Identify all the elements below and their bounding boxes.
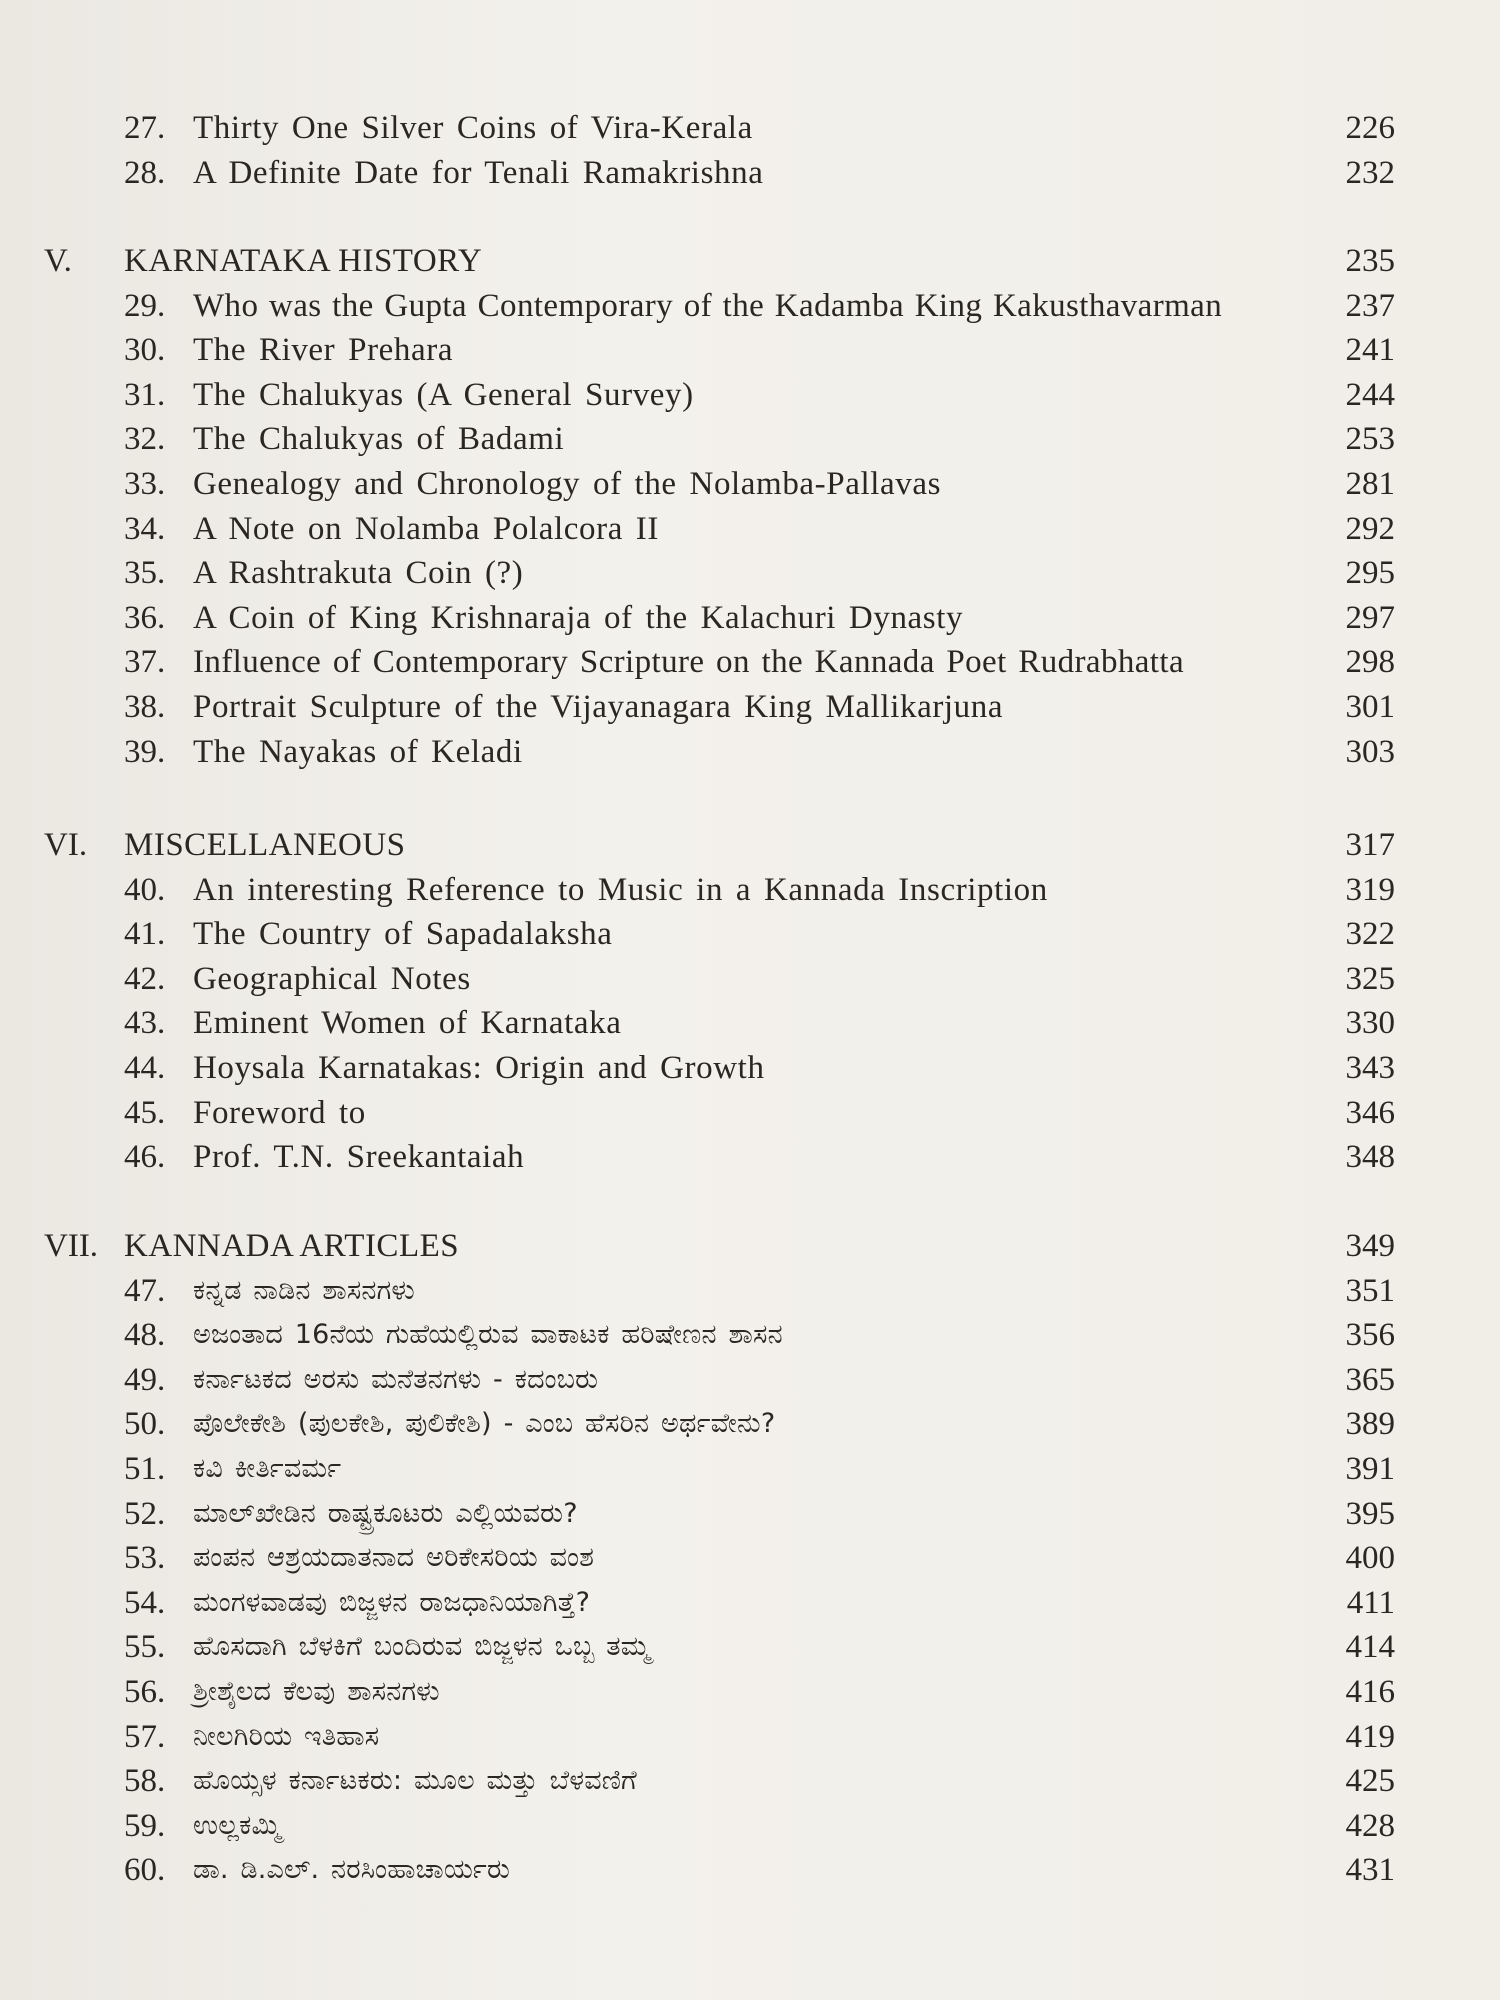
toc-entry: [0, 1135, 1500, 1180]
entry-title: ಡಾ. ಡಿ.ಎಲ್. ನರಸಿಂಹಾಚಾರ್ಯರು: [193, 1854, 511, 1886]
entry-page: 303: [1345, 733, 1395, 770]
entry-page: 351: [1345, 1272, 1395, 1309]
entry-page: 431: [1345, 1852, 1395, 1889]
entry-number: 40.: [124, 871, 166, 908]
section-roman: V.: [44, 243, 72, 279]
entry-title: Hoysala Karnatakas: Origin and Growth: [193, 1049, 765, 1086]
entry-page: 356: [1345, 1317, 1395, 1354]
entry-page: 244: [1345, 376, 1395, 413]
entry-title: Thirty One Silver Coins of Vira-Kerala: [193, 110, 753, 146]
toc-entry: [0, 1759, 1500, 1804]
toc-entry: [0, 328, 1500, 373]
entry-title: ನೀಲಗಿರಿಯ ಇತಿಹಾಸ: [193, 1720, 380, 1752]
entry-number: 48.: [124, 1317, 166, 1354]
entry-page: 325: [1345, 960, 1395, 997]
entry-number: 33.: [124, 465, 166, 502]
entry-page: 419: [1345, 1718, 1395, 1755]
toc-entry: [0, 1670, 1500, 1715]
entry-title: Geographical Notes: [193, 960, 471, 997]
entry-page: 330: [1345, 1005, 1395, 1042]
toc-entry: [0, 1492, 1500, 1537]
toc-section-kannada-articles: [0, 1224, 1500, 1893]
entry-number: 59.: [124, 1807, 166, 1844]
toc-entry: [0, 551, 1500, 596]
entry-page: 343: [1345, 1049, 1395, 1086]
entry-number: 52.: [124, 1495, 166, 1532]
section-heading: [0, 823, 1500, 868]
toc-entry: [0, 1402, 1500, 1447]
toc-entry: [0, 868, 1500, 913]
toc-entry: [0, 373, 1500, 418]
entry-number: 53.: [124, 1540, 166, 1577]
toc-entry: [0, 1046, 1500, 1091]
toc-entry: [0, 596, 1500, 641]
entry-title: ಮಾಲ್‌ಖೇಡಿನ ರಾಷ್ಟ್ರಕೂಟರು ಎಲ್ಲಿಯವರು?: [193, 1497, 578, 1529]
entry-page: 301: [1345, 688, 1395, 725]
entry-title: ಪೊಲೇಕೇಶಿ (ಪುಲಕೇಶಿ, ಪುಲಿಕೇಶಿ) - ಎಂಬ ಹೆಸರಿನ ಅರ್ಥವೇನು?: [193, 1408, 776, 1440]
entry-page: 416: [1345, 1673, 1395, 1710]
toc-entry: [0, 1269, 1500, 1314]
entry-title: ಪಂಪನ ಆಶ್ರಯದಾತನಾದ ಅರಿಕೇಸರಿಯ ವಂಶ: [193, 1542, 595, 1574]
entry-page: 414: [1345, 1629, 1395, 1666]
entry-number: 30.: [124, 332, 166, 369]
toc-entry: [0, 1804, 1500, 1849]
entry-number: 29.: [124, 287, 166, 324]
entry-title: A Coin of King Krishnaraja of the Kalachuri Dynasty: [193, 599, 964, 636]
entry-title: A Rashtrakuta Coin (?): [193, 555, 524, 592]
entry-page: 400: [1345, 1540, 1395, 1577]
toc-entry: [0, 685, 1500, 730]
entry-title: ಕವಿ ಕೀರ್ತಿವರ್ಮ: [193, 1452, 342, 1484]
toc-entry: [0, 507, 1500, 552]
entry-page: 389: [1345, 1406, 1395, 1443]
toc-entry: [0, 730, 1500, 775]
entry-title: ಮಂಗಳವಾಡವು ಬಿಜ್ಜಳನ ರಾಜಧಾನಿಯಾಗಿತ್ತೆ?: [193, 1586, 591, 1618]
toc-entry: [0, 1313, 1500, 1358]
toc-entry: [0, 1001, 1500, 1046]
entry-title: ಅಜಂತಾದ 16ನೆಯ ಗುಹೆಯಲ್ಲಿರುವ ವಾಕಾಟಕ ಹರಿಷೇಣನ ಶಾಸನ: [193, 1319, 783, 1351]
toc-entry: [0, 1091, 1500, 1136]
section-title: MISCELLANEOUS: [124, 827, 406, 863]
entry-number: 47.: [124, 1272, 166, 1309]
entry-title: The Country of Sapadalaksha: [193, 916, 613, 953]
toc-entry: [0, 1358, 1500, 1403]
toc-entry: [0, 151, 1500, 196]
entry-page: 395: [1345, 1495, 1395, 1532]
entry-number: 43.: [124, 1005, 166, 1042]
entry-number: 34.: [124, 510, 166, 547]
entry-number: 49.: [124, 1361, 166, 1398]
entry-page: 226: [1345, 110, 1395, 146]
entry-number: 38.: [124, 688, 166, 725]
toc-entry: [0, 640, 1500, 685]
entry-title: Eminent Women of Karnataka: [193, 1005, 622, 1042]
entry-page: 297: [1345, 599, 1395, 636]
entry-number: 55.: [124, 1629, 166, 1666]
entry-number: 28.: [124, 154, 166, 191]
section-roman: VI.: [44, 827, 88, 863]
entry-title: The Chalukyas of Badami: [193, 421, 565, 458]
entry-title: A Note on Nolamba Polalcora II: [193, 510, 659, 547]
entry-number: 50.: [124, 1406, 166, 1443]
toc-continued: [0, 106, 1500, 195]
section-title: KANNADA ARTICLES: [124, 1228, 460, 1264]
entry-number: 39.: [124, 733, 166, 770]
entry-number: 51.: [124, 1450, 166, 1487]
entry-title: ಕರ್ನಾಟಕದ ಅರಸು ಮನೆತನಗಳು - ಕದಂಬರು: [193, 1363, 599, 1395]
toc-entry: [0, 1848, 1500, 1893]
toc-entry: [0, 417, 1500, 462]
section-roman: VII.: [44, 1228, 99, 1264]
entry-page: 428: [1345, 1807, 1395, 1844]
entry-page: 292: [1345, 510, 1395, 547]
entry-number: 27.: [124, 110, 166, 146]
toc-section-miscellaneous: [0, 823, 1500, 1180]
entry-number: 60.: [124, 1852, 166, 1889]
entry-number: 31.: [124, 376, 166, 413]
entry-title: The River Prehara: [193, 332, 454, 369]
entry-title: Genealogy and Chronology of the Nolamba-Pallavas: [193, 465, 942, 502]
section-heading: [0, 1224, 1500, 1269]
toc-entry: [0, 1536, 1500, 1581]
entry-title: Influence of Contemporary Scripture on the Kannada Poet Rudrabhatta: [193, 644, 1184, 681]
toc-entry: [0, 1581, 1500, 1626]
entry-title: ಹೊಯ್ಸಳ ಕರ್ನಾಟಕರು: ಮೂಲ ಮತ್ತು ಬೆಳವಣಿಗೆ: [193, 1765, 637, 1797]
entry-title: ಉಲ್ಲಕಮ್ಮಿ: [193, 1809, 282, 1841]
entry-title: A Definite Date for Tenali Ramakrishna: [193, 154, 764, 191]
entry-title: ಶ್ರೀಶೈಲದ ಕೆಲವು ಶಾಸನಗಳು: [193, 1675, 440, 1707]
section-heading: [0, 239, 1500, 284]
entry-number: 41.: [124, 916, 166, 953]
entry-page: 253: [1345, 421, 1395, 458]
entry-number: 32.: [124, 421, 166, 458]
toc-entry: [0, 912, 1500, 957]
entry-number: 44.: [124, 1049, 166, 1086]
entry-page: 232: [1345, 154, 1395, 191]
entry-page: 298: [1345, 644, 1395, 681]
entry-page: 346: [1345, 1094, 1395, 1131]
toc-entry: [0, 957, 1500, 1002]
toc-entry: [0, 284, 1500, 329]
entry-number: 46.: [124, 1139, 166, 1176]
toc-entry: [0, 1715, 1500, 1760]
entry-title: The Nayakas of Keladi: [193, 733, 523, 770]
toc-entry: [0, 106, 1500, 151]
entry-title: ಕನ್ನಡ ನಾಡಿನ ಶಾಸನಗಳು: [193, 1274, 415, 1306]
entry-page: 348: [1345, 1139, 1395, 1176]
entry-title: Prof. T.N. Sreekantaiah: [193, 1139, 525, 1176]
entry-number: 42.: [124, 960, 166, 997]
entry-number: 37.: [124, 644, 166, 681]
section-page: 349: [1345, 1228, 1395, 1264]
entry-page: 237: [1345, 287, 1395, 324]
section-title: KARNATAKA HISTORY: [124, 243, 483, 279]
entry-number: 57.: [124, 1718, 166, 1755]
entry-title: The Chalukyas (A General Survey): [193, 376, 694, 413]
entry-title: Portrait Sculpture of the Vijayanagara King Mallikarjuna: [193, 688, 1004, 725]
toc-entry: [0, 1625, 1500, 1670]
entry-number: 58.: [124, 1763, 166, 1800]
entry-number: 45.: [124, 1094, 166, 1131]
entry-title: ಹೊಸದಾಗಿ ಬೆಳಕಿಗೆ ಬಂದಿರುವ ಬಿಜ್ಜಳನ ಒಬ್ಬ ತಮ್ಮ: [193, 1631, 651, 1663]
entry-number: 56.: [124, 1673, 166, 1710]
toc-section-karnataka-history: [0, 239, 1500, 774]
entry-number: 54.: [124, 1584, 166, 1621]
entry-page: 425: [1345, 1763, 1395, 1800]
entry-title: Who was the Gupta Contemporary of the Kadamba King Kakusthavarman: [193, 287, 1223, 324]
entry-page: 295: [1345, 555, 1395, 592]
entry-number: 35.: [124, 555, 166, 592]
section-page: 317: [1345, 827, 1395, 863]
entry-title: An interesting Reference to Music in a Kannada Inscription: [193, 871, 1048, 908]
entry-page: 322: [1345, 916, 1395, 953]
entry-page: 281: [1345, 465, 1395, 502]
toc-entry: [0, 1447, 1500, 1492]
section-page: 235: [1345, 243, 1395, 279]
entry-page: 411: [1346, 1584, 1395, 1621]
entry-number: 36.: [124, 599, 166, 636]
entry-title: Foreword to: [193, 1094, 366, 1131]
entry-page: 365: [1345, 1361, 1395, 1398]
entry-page: 319: [1345, 871, 1395, 908]
entry-page: 391: [1345, 1450, 1395, 1487]
toc-entry: [0, 462, 1500, 507]
entry-page: 241: [1345, 332, 1395, 369]
